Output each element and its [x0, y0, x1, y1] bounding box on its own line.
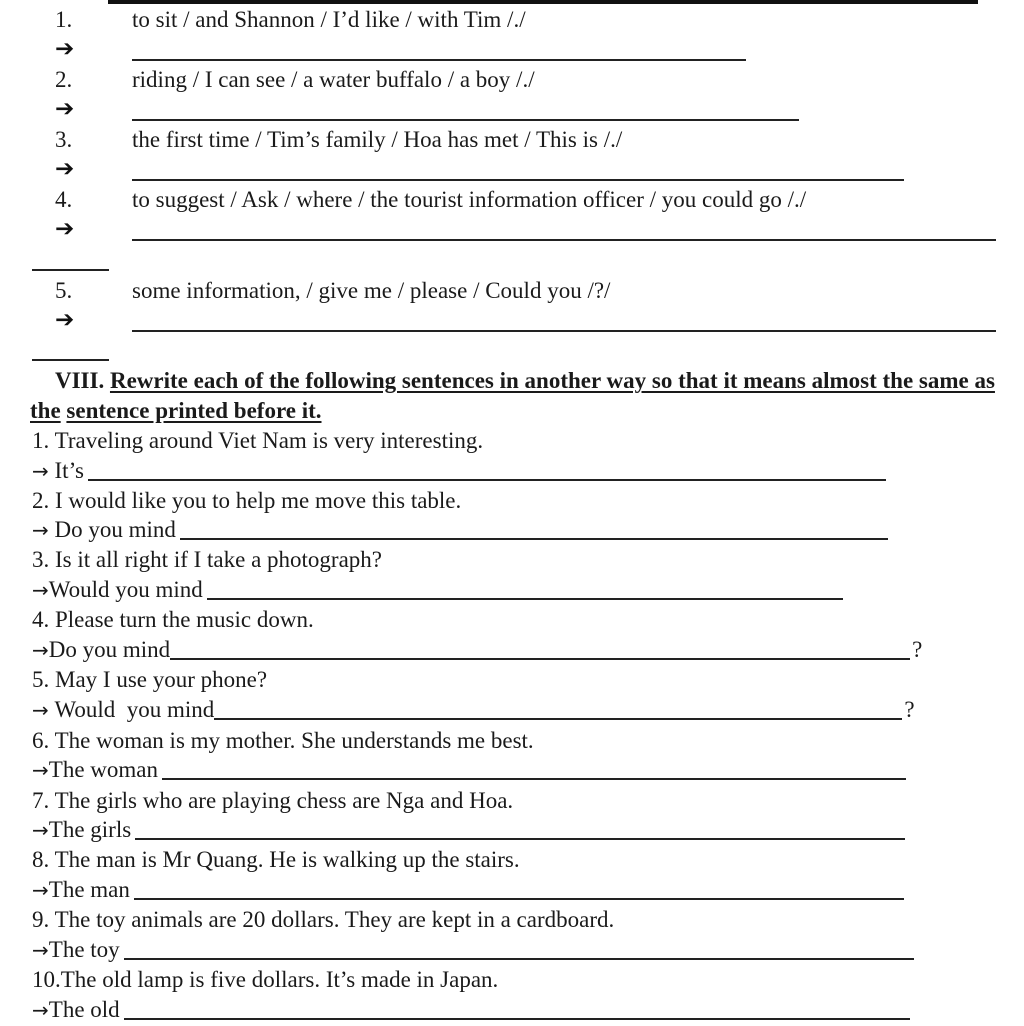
answer-blank[interactable] [134, 898, 904, 900]
item-prompt: the first time / Tim’s family / Hoa has met / This is /./ [132, 127, 623, 152]
question-text: 2. I would like you to help me move this table. [32, 488, 462, 513]
answer-row [32, 696, 915, 724]
item-number: 5. [55, 278, 73, 303]
arrow-icon: → [32, 518, 49, 542]
answer-prompt: The woman [48, 757, 158, 782]
arrow-icon: → [32, 459, 49, 483]
answer-blank[interactable] [135, 838, 905, 840]
answer-blank[interactable] [207, 598, 843, 600]
answer-prompt: Would you mind [54, 697, 215, 722]
question-text: 8. The man is Mr Quang. He is walking up the stairs. [32, 847, 520, 872]
section-instruction-end: sentence printed before it. [66, 398, 322, 423]
answer-blank[interactable] [170, 658, 910, 660]
answer-prompt: Do you mind [48, 637, 171, 662]
answer-prompt: The toy [48, 937, 120, 962]
answer-row [32, 876, 904, 904]
section-number: VIII. [55, 368, 105, 393]
item-number: 4. [55, 187, 73, 212]
answer-blank[interactable] [132, 239, 996, 241]
arrow-icon: ➔ [55, 307, 75, 333]
answer-row [32, 936, 914, 964]
item-number: 3. [55, 127, 73, 152]
arrow-icon: → [32, 698, 49, 722]
arrow-icon: → [32, 998, 49, 1022]
section-instruction: Rewrite each of the following sentences in another way so that it means almost the same as the [30, 368, 995, 423]
answer-blank[interactable] [88, 479, 886, 481]
divider-rule [32, 359, 109, 361]
arrow-icon: → [32, 878, 49, 902]
answer-row [32, 816, 905, 844]
answer-row [32, 996, 910, 1024]
arrow-icon: → [32, 758, 49, 782]
top-rule [108, 0, 978, 4]
item-number: 1. [55, 7, 73, 32]
divider-rule [32, 269, 109, 271]
answer-row [32, 576, 843, 604]
arrow-icon: → [32, 638, 49, 662]
question-text: 1. Traveling around Viet Nam is very interesting. [32, 428, 484, 453]
arrow-icon: → [32, 578, 49, 602]
answer-blank[interactable] [132, 119, 799, 121]
arrow-icon: → [32, 818, 49, 842]
arrow-icon: → [32, 938, 49, 962]
answer-prompt: The girls [48, 817, 132, 842]
answer-row [32, 636, 922, 664]
answer-blank[interactable] [124, 958, 914, 960]
item-prompt: riding / I can see / a water buffalo / a boy /./ [132, 67, 535, 92]
question-text: 4. Please turn the music down. [32, 607, 314, 632]
question-text: 6. The woman is my mother. She understands me best. [32, 728, 534, 753]
question-text: 10.The old lamp is five dollars. It’s made in Japan. [32, 967, 499, 992]
answer-row [32, 516, 888, 544]
answer-row [32, 457, 886, 485]
item-prompt: to suggest / Ask / where / the tourist information officer / you could go /./ [132, 187, 807, 212]
answer-prompt: Do you mind [54, 517, 176, 542]
item-prompt: some information, / give me / please / Could you /?/ [132, 278, 611, 303]
question-text: 3. Is it all right if I take a photograph? [32, 547, 383, 572]
answer-prompt: The old [48, 997, 120, 1022]
answer-row [32, 756, 906, 784]
arrow-icon: ➔ [55, 216, 75, 242]
answer-blank[interactable] [180, 538, 888, 540]
question-mark: ? [904, 697, 915, 722]
arrow-icon: ➔ [55, 36, 75, 62]
question-text: 7. The girls who are playing chess are Nga and Hoa. [32, 788, 514, 813]
answer-blank[interactable] [124, 1018, 910, 1020]
arrow-icon: ➔ [55, 96, 75, 122]
answer-blank[interactable] [132, 59, 746, 61]
question-mark: ? [912, 637, 923, 662]
arrow-icon: ➔ [55, 156, 75, 182]
answer-prompt: The man [48, 877, 130, 902]
section-heading [30, 366, 1010, 426]
question-text: 9. The toy animals are 20 dollars. They are kept in a cardboard. [32, 907, 615, 932]
item-number: 2. [55, 67, 73, 92]
answer-blank[interactable] [214, 718, 902, 720]
answer-blank[interactable] [132, 330, 996, 332]
item-prompt: to sit / and Shannon / I’d like / with Tim /./ [132, 7, 526, 32]
answer-blank[interactable] [132, 179, 904, 181]
question-text: 5. May I use your phone? [32, 667, 268, 692]
answer-prompt: It’s [54, 458, 84, 483]
answer-prompt: Would you mind [48, 577, 203, 602]
answer-blank[interactable] [162, 778, 906, 780]
